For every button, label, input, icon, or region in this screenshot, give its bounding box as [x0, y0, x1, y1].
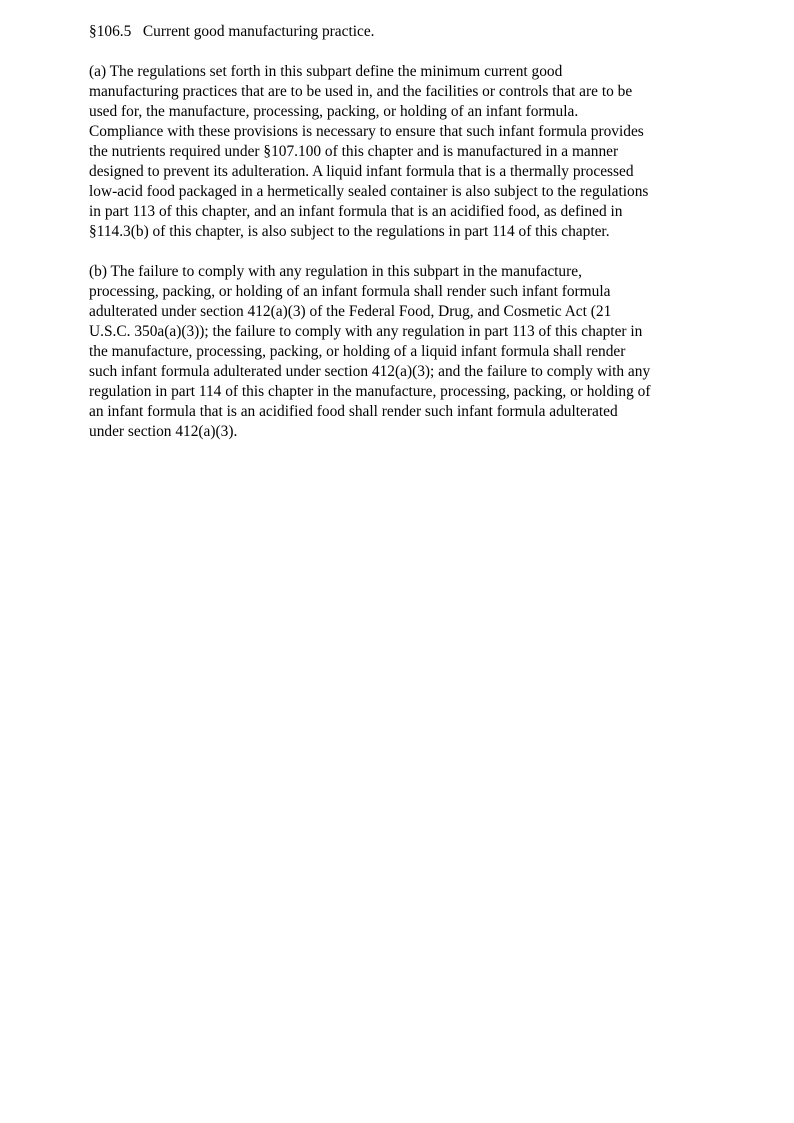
- paragraph-line: in part 113 of this chapter, and an infant formula that is an acidified food, as defined in: [89, 203, 623, 220]
- paragraph-line: such infant formula adulterated under section 412(a)(3); and the failure to comply with any: [89, 363, 651, 380]
- paragraph-line: adulterated under section 412(a)(3) of the Federal Food, Drug, and Cosmetic Act (21: [89, 303, 612, 320]
- section-heading: [89, 22, 717, 42]
- paragraph-line: (a) The regulations set forth in this subpart define the minimum current good: [89, 63, 563, 80]
- section-number: §106.5: [89, 23, 132, 40]
- paragraph-line: processing, packing, or holding of an infant formula shall render such infant formula: [89, 283, 611, 300]
- document-page: [89, 22, 717, 442]
- paragraph-line: (b) The failure to comply with any regulation in this subpart in the manufacture,: [89, 263, 582, 280]
- paragraph-line: the manufacture, processing, packing, or holding of a liquid infant formula shall render: [89, 343, 626, 360]
- paragraph-line: regulation in part 114 of this chapter in the manufacture, processing, packing, or holding of: [89, 383, 651, 400]
- paragraph-line: the nutrients required under §107.100 of this chapter and is manufactured in a manner: [89, 143, 619, 160]
- paragraph-line: used for, the manufacture, processing, packing, or holding of an infant formula.: [89, 103, 579, 120]
- paragraph-b: [89, 262, 717, 442]
- paragraph-line: §114.3(b) of this chapter, is also subject to the regulations in part 114 of this chapter.: [89, 223, 610, 240]
- paragraph-line: low-acid food packaged in a hermetically sealed container is also subject to the regulations: [89, 183, 649, 200]
- paragraph-line: Compliance with these provisions is necessary to ensure that such infant formula provides: [89, 123, 644, 140]
- paragraph-line: U.S.C. 350a(a)(3)); the failure to comply with any regulation in part 113 of this chapter in: [89, 323, 643, 340]
- paragraph-line: manufacturing practices that are to be used in, and the facilities or controls that are to be: [89, 83, 633, 100]
- paragraph-line: under section 412(a)(3).: [89, 423, 238, 440]
- paragraph-a: [89, 62, 717, 242]
- paragraph-line: designed to prevent its adulteration. A liquid infant formula that is a thermally processed: [89, 163, 634, 180]
- paragraph-line: an infant formula that is an acidified food shall render such infant formula adulterated: [89, 403, 618, 420]
- section-title: Current good manufacturing practice.: [142, 23, 375, 40]
